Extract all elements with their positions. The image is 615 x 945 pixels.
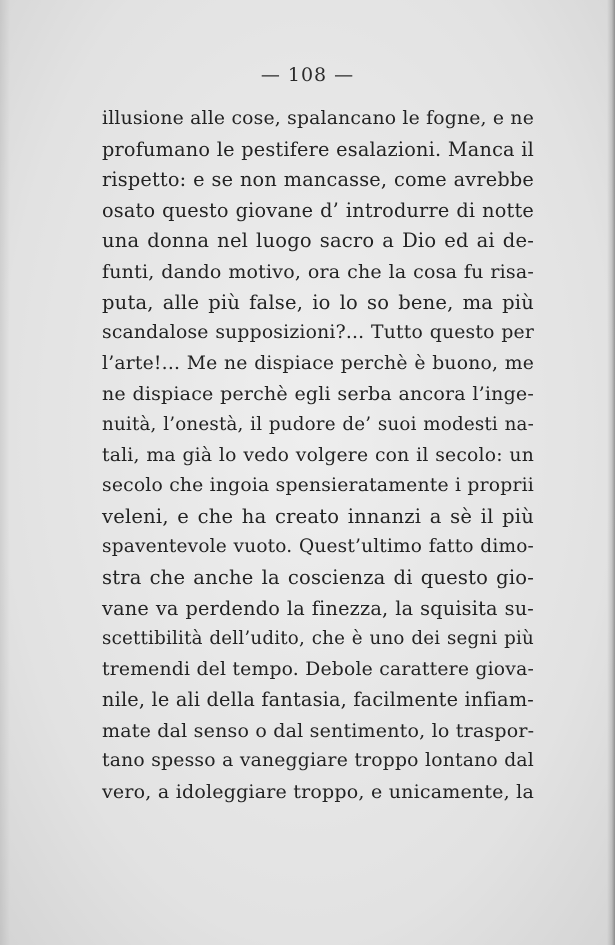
text-line: spaventevole vuoto. Quest’ultimo fatto dimo- (102, 536, 534, 558)
text-line: tremendi del tempo. Debole carattere giova- (102, 658, 534, 680)
text-line: vane va perdendo la finezza, la squisita su- (102, 596, 534, 620)
text-line: l’arte!... Me ne dispiace perchè è buono, me (102, 352, 534, 374)
text-line: rispetto: e se non mancasse, come avrebbe (102, 168, 534, 192)
text-line: scandalose supposizioni?... Tutto questo per (102, 322, 534, 344)
page-gutter-shadow (0, 0, 10, 945)
text-line: scettibilità dell’udito, che è uno dei segni più (102, 628, 534, 650)
text-line: una donna nel luogo sacro a Dio ed ai de- (102, 229, 534, 253)
text-line: tano spesso a vaneggiare troppo lontano dal (102, 750, 534, 772)
text-line: vero, a idoleggiare troppo, e unicamente, la (102, 781, 534, 804)
text-line: funti, dando motivo, ora che la cosa fu risa- (102, 260, 534, 283)
text-line: profumano le pestifere esalazioni. Manca il (102, 137, 534, 161)
text-line: veleni, e che ha creato innanzi a sè il più (102, 504, 534, 528)
body-text (102, 104, 534, 808)
page-edge-shadow (607, 0, 615, 945)
page-number: — 108 — (260, 64, 355, 86)
text-line: nile, le ali della fantasia, facilmente infiam- (102, 688, 534, 712)
text-line: illusione alle cose, spalancano le fogne, e ne (102, 108, 534, 129)
text-line: stra che anche la coscienza di questo gio- (102, 565, 534, 589)
text-line: ne dispiace perchè egli serba ancora l’inge- (102, 383, 534, 406)
text-line: tali, ma già lo vedo volgere con il secolo: un (102, 444, 534, 466)
text-line: puta, alle più false, io lo so bene, ma più (102, 290, 534, 314)
text-line: nuità, l’onestà, il pudore de’ suoi modesti na- (102, 413, 534, 435)
text-line: secolo che ingoia spensieratamente i proprii (102, 475, 534, 497)
text-line: osato questo giovane d’ introdurre di notte (102, 198, 534, 222)
text-line: mate dal senso o dal sentimento, lo traspor- (102, 719, 535, 742)
